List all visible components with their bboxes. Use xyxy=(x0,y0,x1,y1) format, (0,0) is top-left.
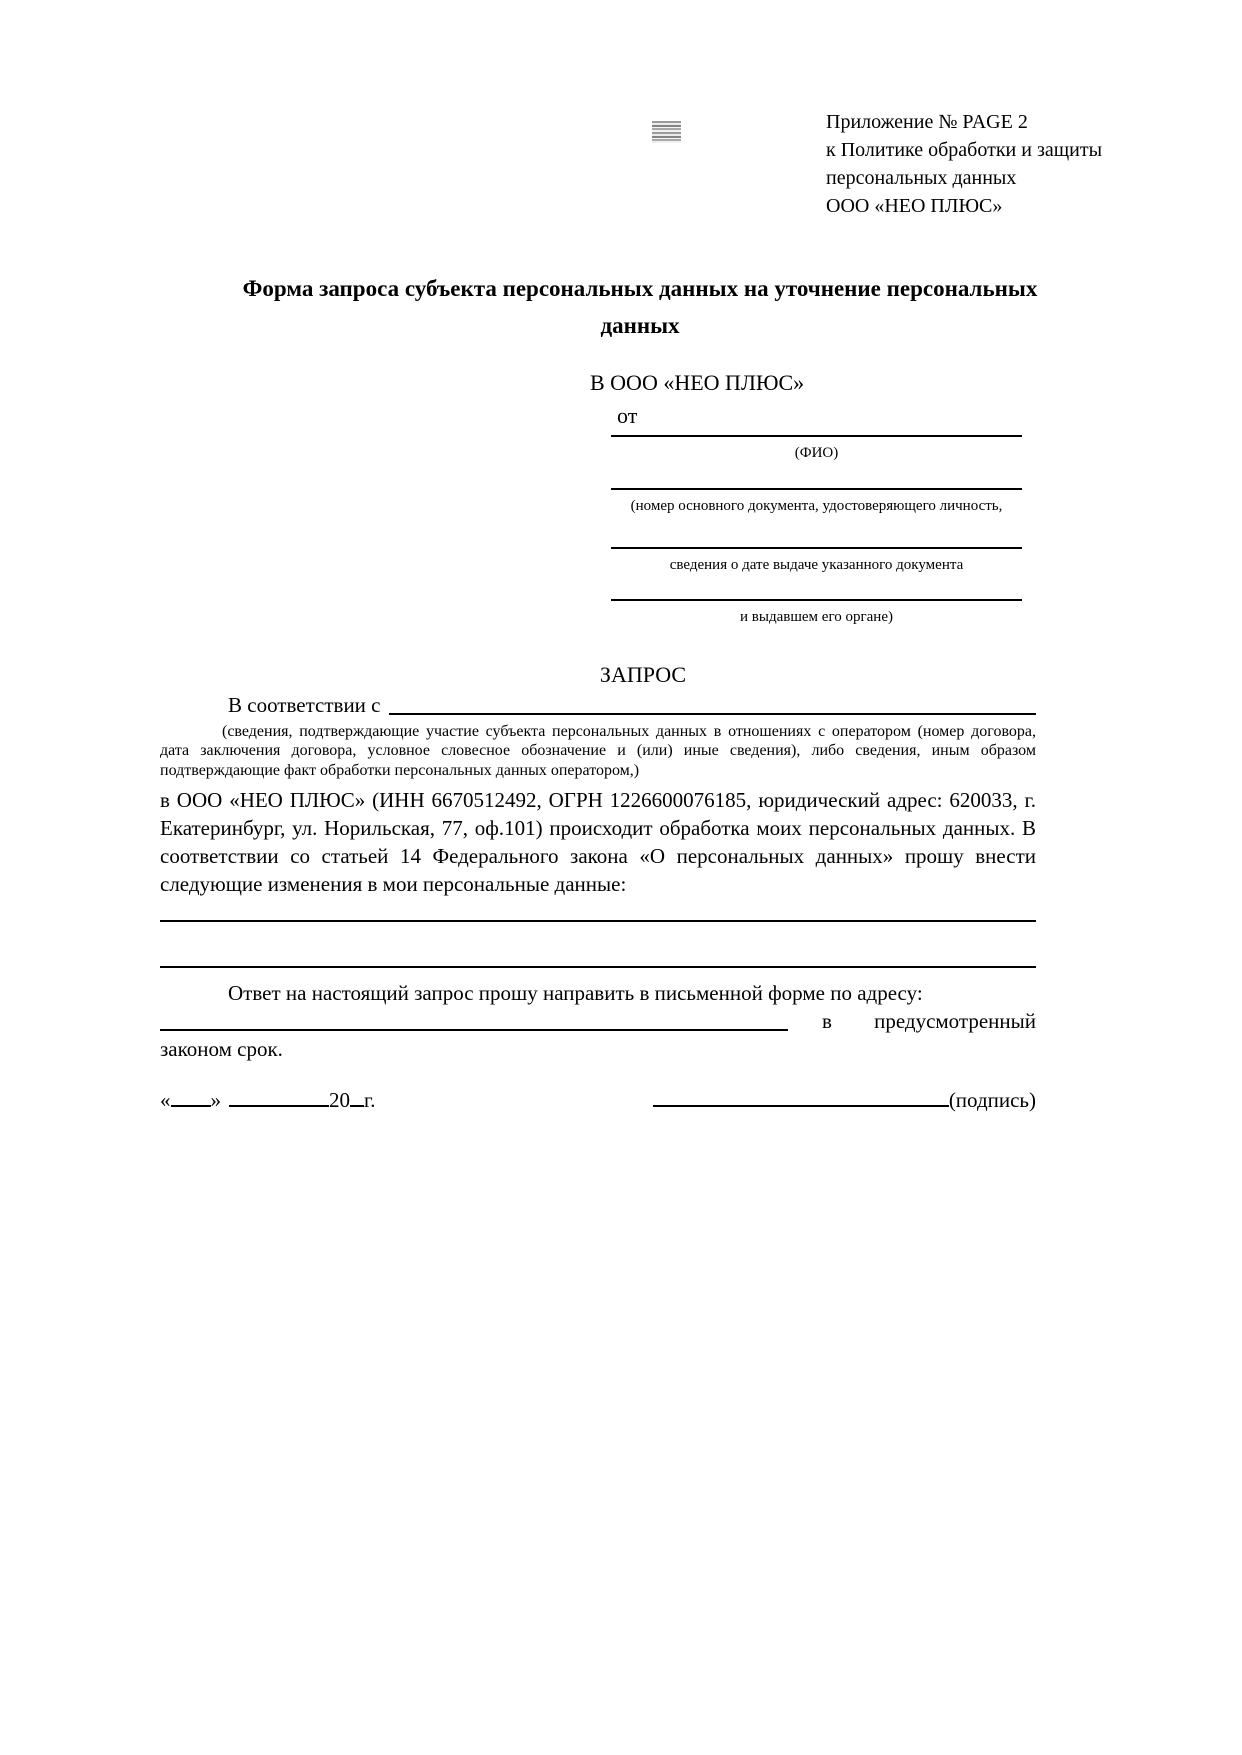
fio-blank-line xyxy=(611,430,1022,437)
document-number-blank-line xyxy=(611,463,1022,490)
issue-date-blank-line xyxy=(611,516,1022,549)
signature-caption: (подпись) xyxy=(948,1088,1036,1113)
year-suffix: г. xyxy=(364,1088,376,1113)
date-signature-row xyxy=(160,1086,1036,1116)
changes-blank-row xyxy=(160,898,1036,922)
year-blank-line xyxy=(350,1086,364,1107)
fio-field xyxy=(611,430,1022,463)
response-word: в xyxy=(822,1009,832,1034)
response-lead: Ответ на настоящий запрос прошу направить в письменной форме по адресу: xyxy=(228,981,923,1006)
addressee-block xyxy=(590,369,1024,627)
day-quote-open: « xyxy=(160,1088,171,1113)
appendix-header xyxy=(826,108,1156,220)
addressee-fields xyxy=(611,430,1022,627)
signature-blank-line xyxy=(653,1086,949,1107)
lead-blank-line xyxy=(389,691,1037,715)
document-number-field xyxy=(611,463,1022,516)
form-title: Форма запроса субъекта персональных данных на уточнение персональных данных xyxy=(242,276,1038,338)
request-section xyxy=(160,661,1036,1116)
year-prefix: 20 xyxy=(329,1088,350,1113)
issuing-authority-blank-line xyxy=(611,575,1022,601)
signature-field xyxy=(653,1086,1036,1116)
response-address-line xyxy=(160,1007,1036,1035)
day-quote-close: » xyxy=(210,1088,221,1113)
request-heading: ЗАПРОС xyxy=(599,662,687,687)
document-number-caption: (номер основного документа, удостоверяющего личность, xyxy=(630,498,1003,514)
embedded-object-icon xyxy=(652,121,681,143)
appendix-header-line: Приложение № PAGE 2 xyxy=(826,111,1028,133)
date-field xyxy=(160,1086,376,1116)
appendix-header-line: персональных данных xyxy=(826,167,1017,189)
participation-footnote: (сведения, подтверждающие участие субъекта персональных данных в отношениях с оператором (номер договора, дата заключения договора, условное словесное обозначение и (или) иные сведения), либо сведения, иным образом подтверждающие факт обработки персональных данных оператором,) xyxy=(160,723,1036,779)
issue-date-field xyxy=(611,516,1022,575)
issue-date-caption: сведения о дате выдаче указанного документа xyxy=(669,557,964,573)
issuing-authority-caption: и выдавшем его органе) xyxy=(740,609,893,625)
fio-caption: (ФИО) xyxy=(794,445,839,461)
response-paragraph xyxy=(160,979,1036,1063)
month-blank-line xyxy=(229,1086,329,1107)
lead-label: В соответствии с xyxy=(228,693,381,717)
lead-line xyxy=(160,691,1036,719)
addressee-from-label: от xyxy=(617,403,638,428)
request-body-paragraph: в ООО «НЕО ПЛЮС» (ИНН 6670512492, ОГРН 1226600076185, юридический адрес: 620033, г. Екатеринбург, ул. Норильская, 77, оф.101) происходит обработка моих персональных данных. В соответствии со статьей 14 Федерального закона «О персональных данных» прошу внести следующие изменения в мои персональные данные: xyxy=(160,788,1036,897)
appendix-header-line: ООО «НЕО ПЛЮС» xyxy=(826,195,1003,217)
response-word: предусмотренный xyxy=(874,1009,1036,1034)
response-tail: законом срок. xyxy=(160,1037,283,1062)
addressee-organization: В ООО «НЕО ПЛЮС» xyxy=(590,370,805,395)
appendix-header-line: к Политике обработки и защиты xyxy=(826,139,1103,161)
changes-blank-row xyxy=(160,922,1036,968)
issuing-authority-field xyxy=(611,575,1022,627)
day-blank-line xyxy=(171,1086,211,1107)
address-blank-line xyxy=(160,1007,788,1031)
